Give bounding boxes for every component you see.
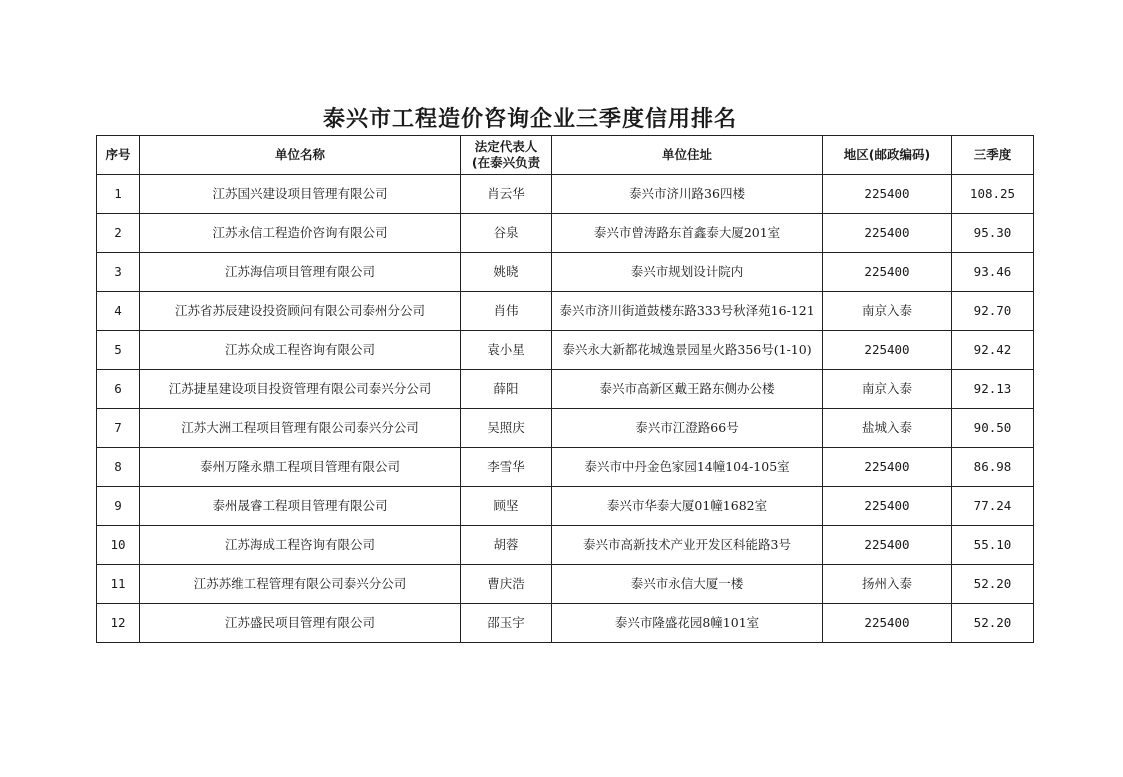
cell-company: 江苏众成工程咨询有限公司 (140, 331, 461, 370)
cell-index: 10 (97, 526, 140, 565)
cell-representative: 袁小星 (461, 331, 552, 370)
cell-index: 5 (97, 331, 140, 370)
cell-representative: 谷泉 (461, 214, 552, 253)
cell-representative: 胡蓉 (461, 526, 552, 565)
cell-representative: 吴照庆 (461, 409, 552, 448)
cell-region: 225400 (823, 214, 952, 253)
cell-representative: 顾坚 (461, 487, 552, 526)
cell-index: 6 (97, 370, 140, 409)
cell-company: 江苏大洲工程项目管理有限公司泰兴分公司 (140, 409, 461, 448)
cell-representative: 姚晓 (461, 253, 552, 292)
cell-index: 4 (97, 292, 140, 331)
header-region: 地区(邮政编码) (823, 136, 952, 175)
cell-address: 泰兴市华泰大厦01幢1682室 (552, 487, 823, 526)
cell-index: 3 (97, 253, 140, 292)
cell-region: 225400 (823, 253, 952, 292)
cell-company: 江苏海成工程咨询有限公司 (140, 526, 461, 565)
cell-score: 86.98 (952, 448, 1034, 487)
cell-score: 92.42 (952, 331, 1034, 370)
cell-representative: 邵玉宇 (461, 604, 552, 643)
cell-region: 南京入泰 (823, 370, 952, 409)
table-row (97, 175, 1034, 214)
cell-representative: 肖伟 (461, 292, 552, 331)
cell-company: 泰州万隆永鼎工程项目管理有限公司 (140, 448, 461, 487)
cell-address: 泰兴市曾涛路东首鑫泰大厦201室 (552, 214, 823, 253)
header-index: 序号 (97, 136, 140, 175)
header-representative (461, 136, 552, 175)
page-title: 泰兴市工程造价咨询企业三季度信用排名 (322, 107, 737, 132)
cell-region: 225400 (823, 604, 952, 643)
cell-score: 77.24 (952, 487, 1034, 526)
cell-region: 225400 (823, 331, 952, 370)
table-row (97, 370, 1034, 409)
cell-representative: 肖云华 (461, 175, 552, 214)
cell-score: 52.20 (952, 565, 1034, 604)
cell-company: 江苏永信工程造价咨询有限公司 (140, 214, 461, 253)
cell-company: 泰州晟睿工程项目管理有限公司 (140, 487, 461, 526)
cell-index: 12 (97, 604, 140, 643)
table-row (97, 292, 1034, 331)
cell-score: 95.30 (952, 214, 1034, 253)
cell-region: 225400 (823, 448, 952, 487)
header-company: 单位名称 (140, 136, 461, 175)
cell-company: 江苏省苏辰建设投资顾问有限公司泰州分公司 (140, 292, 461, 331)
cell-company: 江苏苏维工程管理有限公司泰兴分公司 (140, 565, 461, 604)
table-row (97, 448, 1034, 487)
cell-representative: 李雪华 (461, 448, 552, 487)
header-rep-line1: 法定代表人 (474, 139, 538, 154)
cell-index: 8 (97, 448, 140, 487)
table-header-row (97, 136, 1034, 175)
cell-company: 江苏捷星建设项目投资管理有限公司泰兴分公司 (140, 370, 461, 409)
header-score: 三季度 (952, 136, 1034, 175)
cell-region: 扬州入泰 (823, 565, 952, 604)
cell-region: 盐城入泰 (823, 409, 952, 448)
cell-address: 泰兴市隆盛花园8幢101室 (552, 604, 823, 643)
cell-region: 225400 (823, 526, 952, 565)
cell-address: 泰兴市高新技术产业开发区科能路3号 (552, 526, 823, 565)
header-rep-line2: (在泰兴负责 (471, 155, 541, 170)
table-row (97, 604, 1034, 643)
cell-index: 7 (97, 409, 140, 448)
cell-address: 泰兴市中丹金色家园14幢104-105室 (552, 448, 823, 487)
table-row (97, 409, 1034, 448)
cell-address: 泰兴市济川路36四楼 (552, 175, 823, 214)
cell-address: 泰兴市江澄路66号 (552, 409, 823, 448)
cell-index: 2 (97, 214, 140, 253)
cell-region: 南京入泰 (823, 292, 952, 331)
cell-region: 225400 (823, 487, 952, 526)
cell-score: 92.70 (952, 292, 1034, 331)
table-row (97, 331, 1034, 370)
cell-score: 55.10 (952, 526, 1034, 565)
cell-address: 泰兴市永信大厦一楼 (552, 565, 823, 604)
cell-address: 泰兴市规划设计院内 (552, 253, 823, 292)
cell-index: 9 (97, 487, 140, 526)
cell-company: 江苏国兴建设项目管理有限公司 (140, 175, 461, 214)
cell-score: 108.25 (952, 175, 1034, 214)
cell-representative: 曹庆浩 (461, 565, 552, 604)
cell-score: 52.20 (952, 604, 1034, 643)
cell-address: 泰兴市济川街道鼓楼东路333号秋泽苑16-121 (552, 292, 823, 331)
ranking-table (96, 135, 1034, 643)
cell-index: 1 (97, 175, 140, 214)
cell-index: 11 (97, 565, 140, 604)
cell-company: 江苏海信项目管理有限公司 (140, 253, 461, 292)
cell-score: 93.46 (952, 253, 1034, 292)
table-row (97, 487, 1034, 526)
cell-company: 江苏盛民项目管理有限公司 (140, 604, 461, 643)
table-row (97, 526, 1034, 565)
cell-score: 90.50 (952, 409, 1034, 448)
table-row (97, 253, 1034, 292)
table-row (97, 214, 1034, 253)
header-address: 单位住址 (552, 136, 823, 175)
table-row (97, 565, 1034, 604)
cell-score: 92.13 (952, 370, 1034, 409)
cell-region: 225400 (823, 175, 952, 214)
cell-representative: 薛阳 (461, 370, 552, 409)
cell-address: 泰兴市高新区戴王路东侧办公楼 (552, 370, 823, 409)
cell-address: 泰兴永大新都花城逸景园星火路356号(1-10) (552, 331, 823, 370)
